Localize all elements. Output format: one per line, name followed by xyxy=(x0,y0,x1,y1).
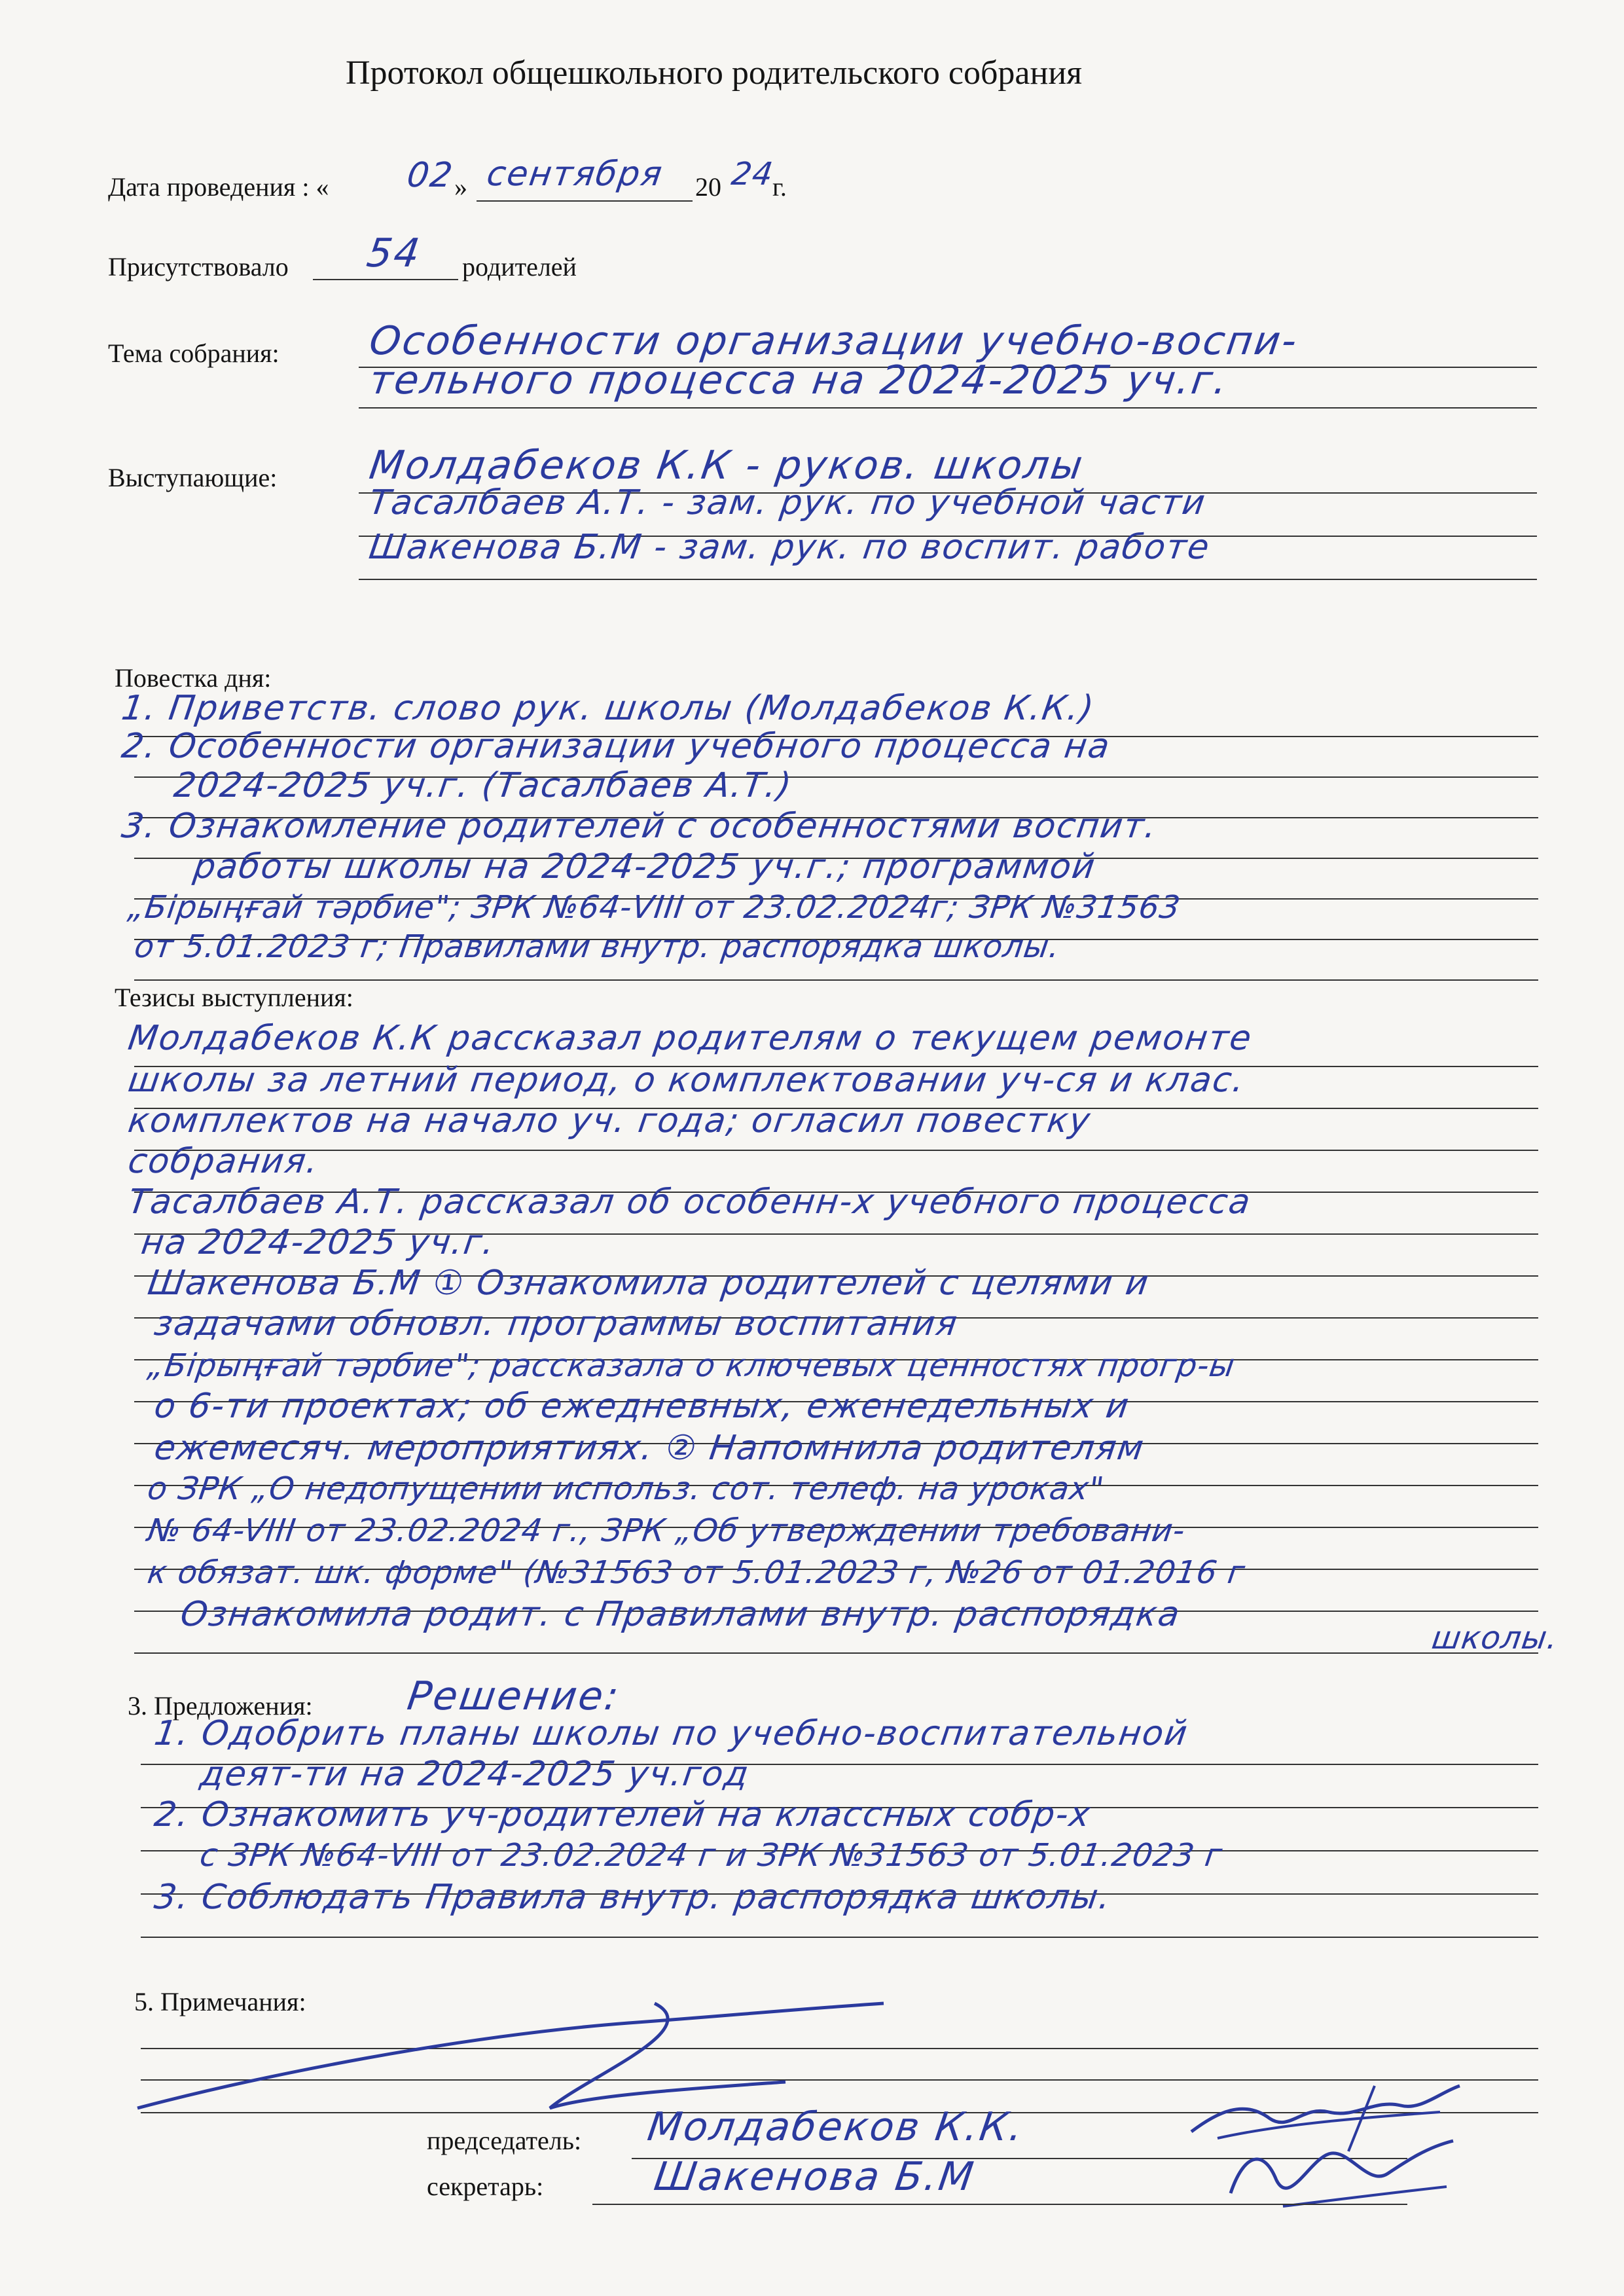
theses-label: Тезисы выступления: xyxy=(115,983,353,1012)
theses-line: задачами обновл. программы воспитания xyxy=(152,1304,961,1343)
speaker-line: Тасалбаев А.Т. - зам. рук. по учебной части xyxy=(367,483,1209,522)
theses-line: Тасалбаев А.Т. рассказал об особенн-х учебного процесса xyxy=(126,1182,1254,1222)
topic-line: тельного процесса на 2024-2025 уч.г. xyxy=(367,357,1233,403)
speakers-label: Выступающие: xyxy=(108,463,278,492)
agenda-line: 2. Особенности организации учебного процесса на xyxy=(119,727,1113,766)
topic-rule xyxy=(359,407,1537,409)
topic-label: Тема собрания: xyxy=(108,338,280,368)
agenda-line: 2024-2025 уч.г. (Тасалбаев А.Т.) xyxy=(171,766,795,805)
theses-line: Шакенова Б.М ① Ознакомила родителей с целями и xyxy=(145,1264,1153,1303)
agenda-line: „Бірыңғай тәрбие"; ЗРК №64-VIII от 23.02.2024г; ЗРК №31563 xyxy=(126,889,1183,926)
agenda-label: Повестка дня: xyxy=(115,663,272,693)
speaker-line: Шакенова Б.М - зам. рук. по воспит. работе xyxy=(367,528,1213,567)
date-day: 02 xyxy=(405,156,456,195)
secretary-label: секретарь: xyxy=(427,2172,544,2201)
theses-rule xyxy=(134,1652,1538,1654)
theses-line: о ЗРК „О недопущении использ. сот. телеф. на уроках" xyxy=(145,1470,1107,1507)
theses-line: Ознакомила родит. с Правилами внутр. распорядка xyxy=(178,1595,1183,1634)
proposal-line: деят-ти на 2024-2025 уч.год xyxy=(198,1755,752,1794)
agenda-line: 1. Приветств. слово рук. школы (Молдабеков К.К.) xyxy=(119,689,1098,728)
attendance-count: 54 xyxy=(364,230,425,276)
date-year-prefix: 20 xyxy=(695,172,721,202)
proposal-line: с ЗРК №64-VIII от 23.02.2024 г и ЗРК №31563 от 5.01.2023 г xyxy=(198,1837,1225,1874)
date-year-suffix: 24 xyxy=(729,156,776,192)
chair-name: Молдабеков К.К. xyxy=(645,2104,1028,2150)
agenda-line: от 5.01.2023 г; Правилами внутр. распорядка школы. xyxy=(132,928,1063,965)
attendance-rule xyxy=(313,279,458,280)
proposal-line: 2. Ознакомить уч-родителей на классных собр-х xyxy=(152,1795,1094,1834)
theses-line: Молдабеков К.К рассказал родителям о текущем ремонте xyxy=(126,1019,1255,1058)
theses-line: о 6-ти проектах; об ежедневных, еженедельных и xyxy=(152,1387,1132,1426)
date-month: сентября xyxy=(484,155,666,194)
notes-label: 5. Примечания: xyxy=(134,1987,306,2016)
secretary-name: Шакенова Б.М xyxy=(651,2154,979,2200)
agenda-line: работы школы на 2024-2025 уч.г.; программой xyxy=(191,847,1099,886)
document-title: Протокол общешкольного родительского собрания xyxy=(346,54,1083,92)
date-close-quote: » xyxy=(454,172,467,202)
theses-line: собрания. xyxy=(126,1142,322,1181)
secretary-rule xyxy=(592,2204,1407,2205)
theses-line: № 64-VIII от 23.02.2024 г., ЗРК „Об утверждении требовани- xyxy=(145,1512,1188,1549)
date-month-rule xyxy=(477,200,693,202)
attendance-label: Присутствовало xyxy=(108,252,289,282)
chair-label: председатель: xyxy=(427,2126,582,2155)
topic-line: Особенности организации учебно-воспи- xyxy=(367,318,1302,364)
theses-line: „Бірыңғай тәрбие"; рассказала о ключевых ценностях прогр-ы xyxy=(145,1347,1238,1384)
theses-line: школы за летний период, о комплектовании уч-ся и клас. xyxy=(126,1061,1248,1100)
agenda-rule xyxy=(134,979,1538,981)
agenda-line: 3. Ознакомление родителей с особенностями воспит. xyxy=(119,807,1161,846)
date-label: Дата проведения : « xyxy=(108,172,329,202)
proposals-heading: Решение: xyxy=(405,1673,624,1719)
theses-line: к обязат. шк. форме" (№31563 от 5.01.2023 г, №26 от 01.2016 г xyxy=(145,1554,1248,1591)
speaker-line: Молдабеков К.К - руков. школы xyxy=(367,443,1087,488)
secretary-signature xyxy=(1218,2128,1466,2219)
theses-line: комплектов на начало уч. года; огласил повестку xyxy=(126,1101,1094,1140)
theses-line: на 2024-2025 уч.г. xyxy=(139,1223,498,1262)
theses-line: ежемесяч. мероприятиях. ② Напомнила родителям xyxy=(152,1429,1147,1468)
theses-line: школы. xyxy=(1430,1620,1561,1656)
attendance-unit: родителей xyxy=(462,252,577,282)
theses-rule xyxy=(134,1150,1538,1151)
date-suffix: г. xyxy=(772,172,787,202)
proposals-rule xyxy=(141,1937,1538,1938)
proposals-label: 3. Предложения: xyxy=(128,1691,313,1721)
speakers-rule xyxy=(359,579,1537,580)
proposal-line: 1. Одобрить планы школы по учебно-воспитательной xyxy=(152,1714,1191,1753)
proposal-line: 3. Соблюдать Правила внутр. распорядка школы. xyxy=(152,1878,1114,1917)
